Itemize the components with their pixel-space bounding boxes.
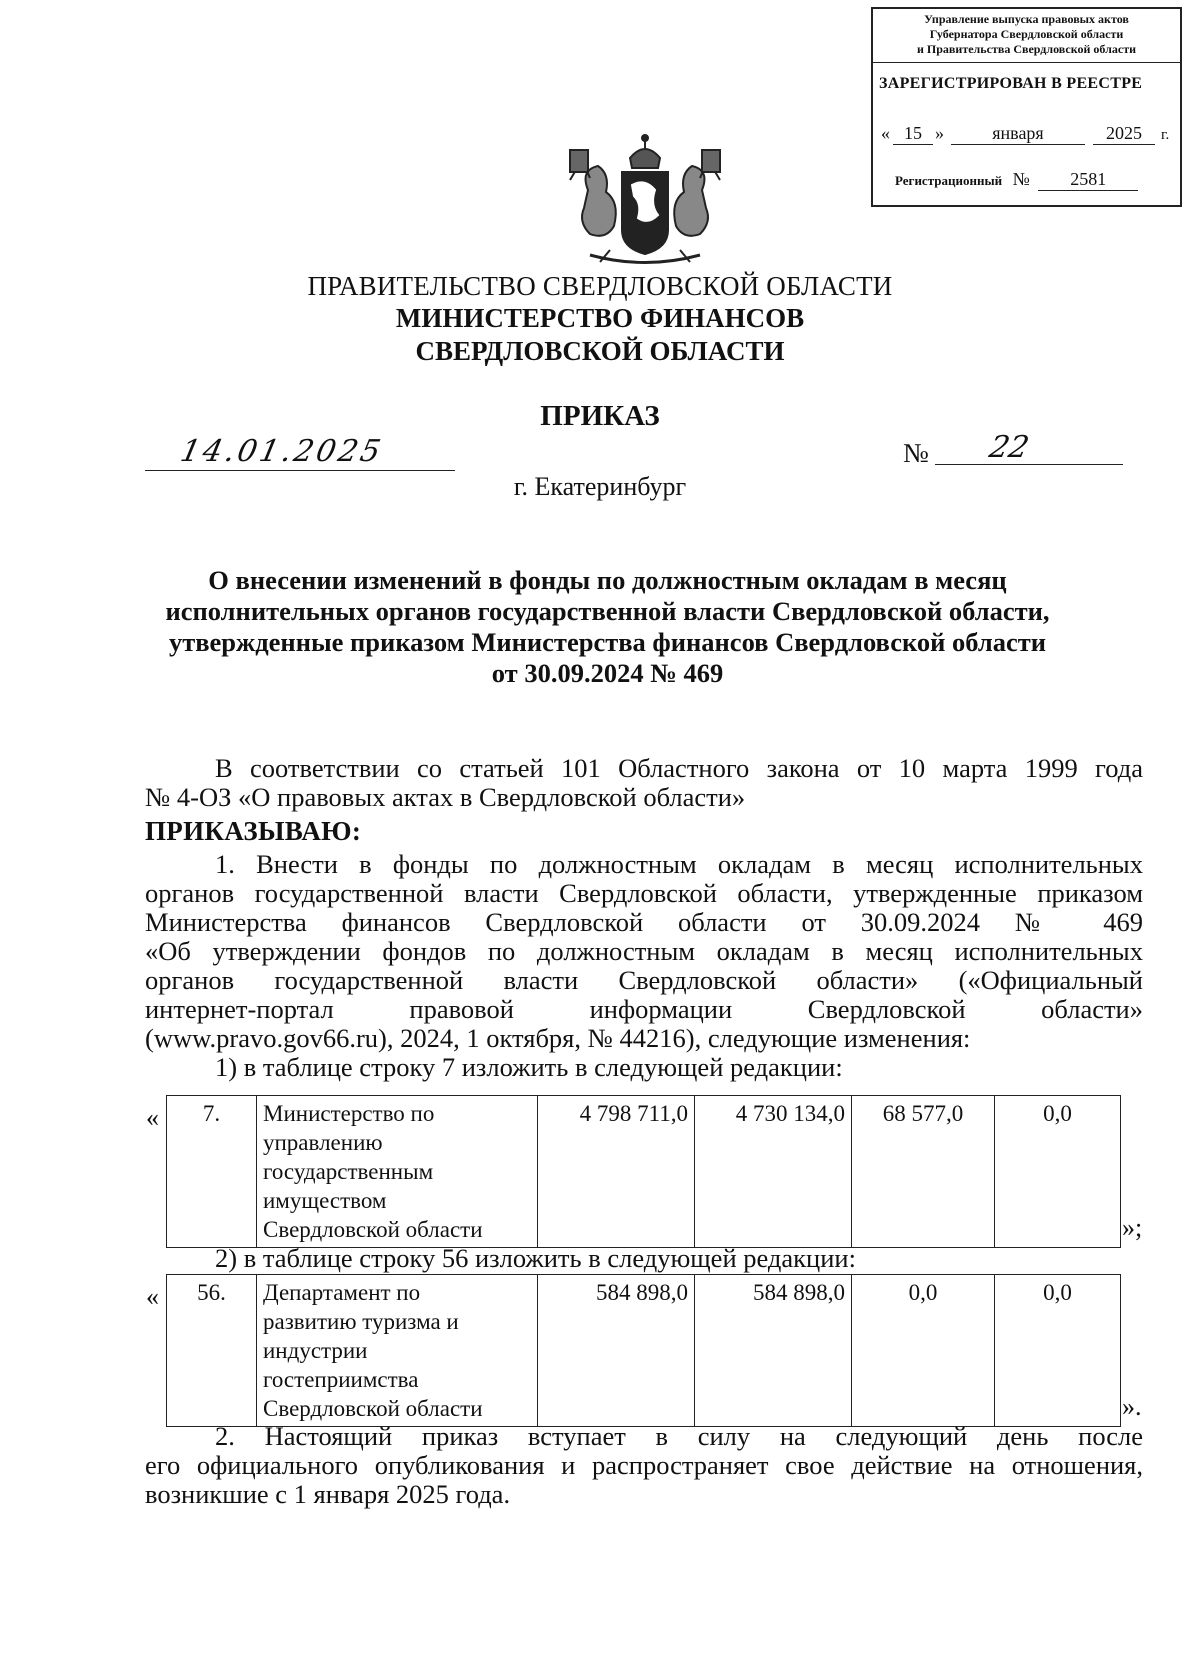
- stamp-num-sign: №: [1012, 169, 1030, 189]
- organization-name-line: Департамент по: [263, 1280, 421, 1305]
- item-1-line: 1. Внести в фонды по должностным окладам в месяц исполнительных: [215, 849, 1143, 879]
- stamp-registered: ЗАРЕГИСТРИРОВАН В РЕЕСТРЕ: [879, 75, 1143, 92]
- table-row: [167, 1096, 1121, 1248]
- value-cell: 584 898,0: [538, 1275, 695, 1427]
- stamp-day: 15: [893, 123, 933, 145]
- item-1-line: органов государственной власти Свердловской области, утвержденные приказом: [145, 878, 1143, 908]
- order-date-handwritten: 14.01.2025: [177, 434, 387, 469]
- organization-name-line: управлению: [263, 1130, 383, 1155]
- order-word: ПРИКАЗЫВАЮ:: [145, 816, 362, 846]
- preamble-line: № 4-ОЗ «О правовых актах в Свердловской области»: [145, 782, 746, 812]
- item-2-line: возникшие с 1 января 2025 года.: [145, 1479, 511, 1509]
- organization-name-line: Свердловской области: [263, 1217, 483, 1242]
- stamp-year-suffix: г.: [1161, 127, 1170, 143]
- preamble-line: В соответствии со статьей 101 Областного закона от 10 марта 1999 года: [215, 753, 1143, 783]
- stamp-header-line: Губернатора Свердловской области: [929, 27, 1124, 41]
- stamp-reg-value: 2581: [1038, 169, 1138, 191]
- item-2: [145, 1422, 1143, 1509]
- stamp-month: января: [951, 123, 1085, 145]
- organization-name-line: государственным: [263, 1159, 434, 1184]
- item-1-subitem-2: 2) в таблице строку 56 изложить в следующей редакции:: [215, 1243, 856, 1273]
- document-title: [145, 565, 1070, 689]
- organization-name-line: Министерство по: [263, 1101, 435, 1126]
- document-type: ПРИКАЗ: [540, 400, 660, 432]
- item-1-line: Министерства финансов Свердловской области от 30.09.2024 № 469: [145, 907, 1143, 937]
- stamp-quote-open: «: [881, 123, 890, 143]
- value-cell: 0,0: [852, 1275, 995, 1427]
- item-2-line: его официального опубликования и распространяет свое действие на отношения,: [145, 1450, 1143, 1480]
- value-cell: 0,0: [995, 1096, 1121, 1248]
- item-2-line: 2. Настоящий приказ вступает в силу на следующий день после: [215, 1421, 1143, 1451]
- item-1-subitem-1: 1) в таблице строку 7 изложить в следующей редакции:: [215, 1052, 843, 1082]
- stamp-header-line: Управление выпуска правовых актов: [924, 12, 1129, 26]
- organization-name-line: гостеприимства: [263, 1367, 419, 1392]
- order-number-handwritten: 22: [986, 430, 1032, 465]
- organization-name-line: имуществом: [263, 1188, 387, 1213]
- item-1-line: органов государственной власти Свердловской области» («Официальный: [145, 965, 1143, 995]
- value-cell: 4 798 711,0: [538, 1096, 695, 1248]
- title-line: от 30.09.2024 № 469: [491, 658, 724, 688]
- stamp-header-line: и Правительства Свердловской области: [917, 42, 1136, 56]
- value-cell: 4 730 134,0: [695, 1096, 852, 1248]
- table-row-56: [166, 1274, 1121, 1427]
- order-number-field: [935, 430, 1123, 465]
- item-1-subitem-2-wrap: [145, 1244, 1143, 1273]
- table1-open-quote: «: [146, 1103, 159, 1132]
- item-1-line: (www.pravo.gov66.ru), 2024, 1 октября, № 44216), следующие изменения:: [145, 1023, 971, 1053]
- item-1: [145, 850, 1143, 1082]
- table-row: [167, 1275, 1121, 1427]
- title-line: утвержденные приказом Министерства финансов Свердловской области: [168, 627, 1047, 657]
- item-1-line: интернет-портал правовой информации Свердловской области»: [145, 994, 1143, 1024]
- organization-name: [257, 1275, 538, 1427]
- stamp-header: [873, 9, 1180, 63]
- ministry-name-line1: МИНИСТЕРСТВО ФИНАНСОВ: [395, 303, 805, 333]
- stamp-year: 2025: [1093, 123, 1155, 145]
- order-date-field: [145, 430, 455, 471]
- table2-open-quote: «: [146, 1282, 159, 1311]
- organization-name-line: развитию туризма и: [263, 1309, 459, 1334]
- stamp-reg-number: [895, 169, 1138, 191]
- value-cell: 68 577,0: [852, 1096, 995, 1248]
- organization-name-line: индустрии: [263, 1338, 368, 1363]
- government-name: ПРАВИТЕЛЬСТВО СВЕРДЛОВСКОЙ ОБЛАСТИ: [307, 271, 893, 301]
- value-cell: 0,0: [995, 1275, 1121, 1427]
- coat-of-arms-icon: [550, 130, 740, 275]
- value-cell: 584 898,0: [695, 1275, 852, 1427]
- title-line: О внесении изменений в фонды по должностным окладам в месяц: [208, 565, 1007, 595]
- registry-stamp: [871, 7, 1182, 207]
- city: г. Екатеринбург: [513, 472, 687, 501]
- stamp-reg-label: Регистрационный: [895, 173, 1003, 188]
- preamble: [145, 754, 1143, 812]
- order-number-label: №: [903, 438, 929, 468]
- ministry-name-line2: СВЕРДЛОВСКОЙ ОБЛАСТИ: [415, 336, 785, 366]
- table1-close-quote: »;: [1122, 1213, 1143, 1242]
- table-row-7: [166, 1095, 1121, 1248]
- organization-name: [257, 1096, 538, 1248]
- row-number: 7.: [167, 1096, 257, 1248]
- title-line: исполнительных органов государственной власти Свердловской области,: [165, 596, 1050, 626]
- row-number: 56.: [167, 1275, 257, 1427]
- stamp-quote-close: »: [935, 123, 944, 143]
- organization-name-line: Свердловской области: [263, 1396, 483, 1421]
- item-1-line: «Об утверждении фондов по должностным окладам в месяц исполнительных: [145, 936, 1143, 966]
- table2-close-quote: ».: [1122, 1392, 1142, 1421]
